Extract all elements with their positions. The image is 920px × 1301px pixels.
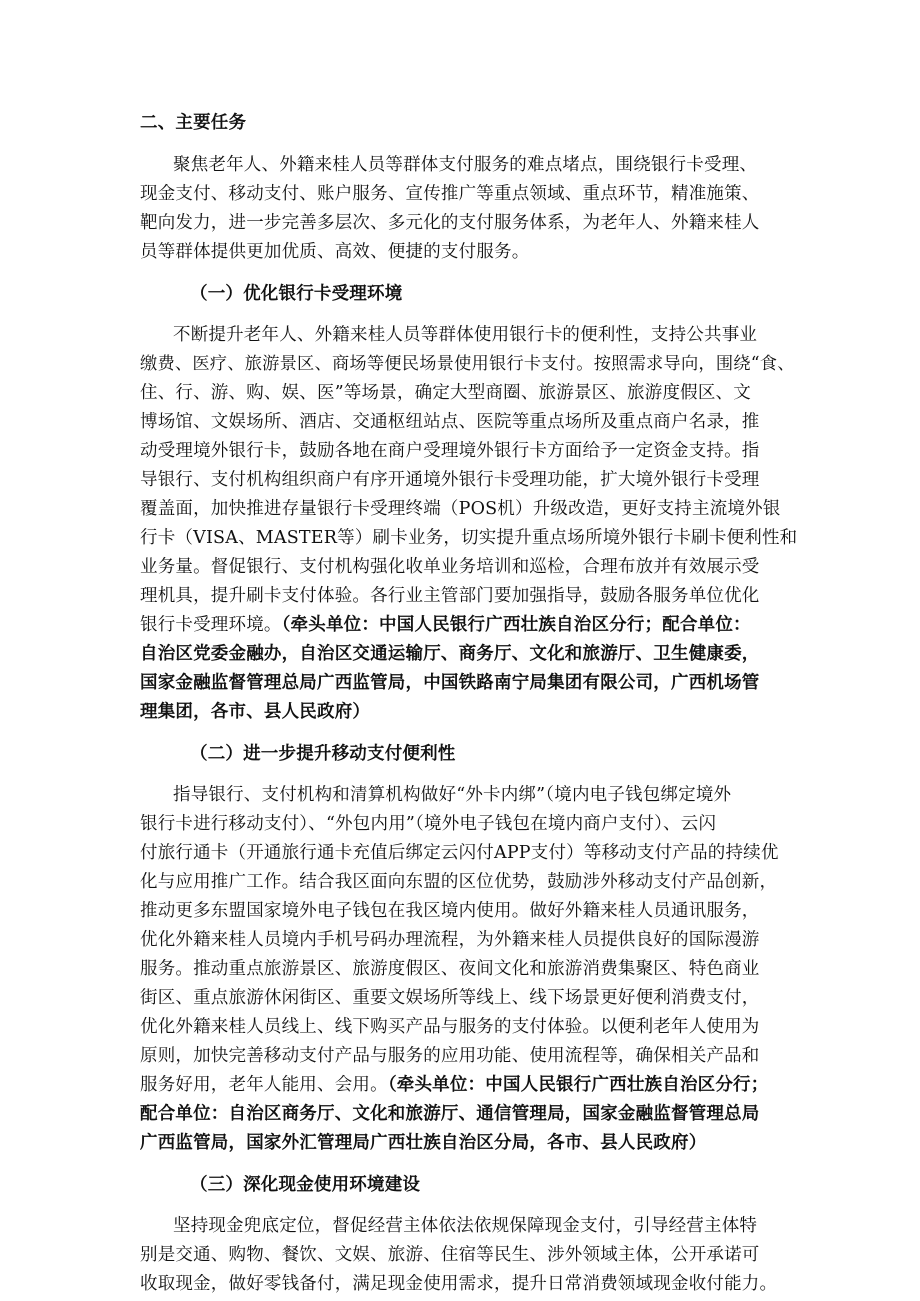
sub2-responsible-units: （牵头单位：中国人民银行广西壮族自治区分行； (387, 1075, 769, 1095)
sub1-responsible-units: （牵头单位：中国人民银行广西壮族自治区分行；配合单位： (281, 615, 751, 635)
sub3-line: 坚持现金兜底定位，督促经营主体依法依规保障现金支付，引导经营主体特 (173, 1216, 758, 1236)
sub1-line: 业务量。督促银行、支付机构强化收单业务培训和巡检，合理布放并有效展示受 (140, 557, 760, 577)
sub2-line: 服务。推动重点旅游景区、旅游度假区、夜间文化和旅游消费集聚区、特色商业 (140, 959, 760, 979)
sub2-line: 化与应用推广工作。结合我区面向东盟的区位优势，鼓励涉外移动支付产品创新， (140, 872, 778, 892)
sub2-line: 街区、重点旅游休闲街区、重要文娱场所等线上、线下场景更好便利消费支付， (140, 988, 760, 1008)
sub1-line: 不断提升老年人、外籍来桂人员等群体使用银行卡的便利性，支持公共事业 (173, 325, 758, 345)
sub1-line: 动受理境外银行卡，鼓励各地在商户受理境外银行卡方面给予一定资金支持。指 (140, 441, 760, 461)
subsection-heading-1: （一）优化银行卡受理环境 (190, 284, 403, 304)
sub2-responsible-units: 配合单位：自治区商务厅、文化和旅游厅、通信管理局，国家金融监督管理总局 (140, 1104, 760, 1124)
sub1-line: 导银行、支付机构组织商户有序开通境外银行卡受理功能，扩大境外银行卡受理 (140, 470, 760, 490)
intro-line: 员等群体提供更加优质、高效、便捷的支付服务。 (140, 242, 530, 262)
sub2-mixed-line (140, 1071, 800, 1099)
sub2-line: 指导银行、支付机构和清算机构做好“外卡内绑”（境内电子钱包绑定境外 (173, 785, 732, 805)
sub2-line: 银行卡进行移动支付）、“外包内用”（境外电子钱包在境内商户支付）、云闪 (140, 814, 717, 834)
sub3-line: 收取现金，做好零钱备付，满足现金使用需求，提升日常消费领域现金收付能力。 (140, 1274, 778, 1294)
sub2-responsible-units: 广西监管局，国家外汇管理局广西壮族自治区分局，各市、县人民政府） (140, 1133, 707, 1153)
section-heading: 二、主要任务 (140, 113, 247, 133)
sub1-responsible-units: 理集团，各市、县人民政府） (140, 702, 371, 722)
sub1-line: 覆盖面，加快推进存量银行卡受理终端（POS机）升级改造，更好支持主流境外银 (140, 499, 781, 519)
sub2-line: 付旅行通卡（开通旅行通卡充值后绑定云闪付APP支付）等移动支付产品的持续优 (140, 843, 779, 863)
sub2-line-text: 服务好用，老年人能用、会用。 (140, 1075, 388, 1095)
sub2-line: 优化外籍来桂人员线上、线下购买产品与服务的支付体验。以便利老年人使用为 (140, 1017, 760, 1037)
sub1-line: 住、行、游、购、娱、医”等场景，确定大型商圈、旅游景区、旅游度假区、文 (140, 383, 751, 403)
intro-line: 聚焦老年人、外籍来桂人员等群体支付服务的难点堵点，围绕银行卡受理、 (173, 155, 758, 175)
subsection-heading-2: （二）进一步提升移动支付便利性 (190, 744, 456, 764)
intro-line: 现金支付、移动支付、账户服务、宣传推广等重点领域、重点环节，精准施策、 (140, 184, 760, 204)
sub1-line: 缴费、医疗、旅游景区、商场等便民场景使用银行卡支付。按照需求导向，围绕“食、 (140, 354, 795, 374)
sub2-line: 优化外籍来桂人员境内手机号码办理流程，为外籍来桂人员提供良好的国际漫游 (140, 930, 760, 950)
sub1-mixed-line (140, 611, 800, 639)
sub2-line: 推动更多东盟国家境外电子钱包在我区境内使用。做好外籍来桂人员通讯服务， (140, 901, 760, 921)
sub1-line: 理机具，提升刷卡支付体验。各行业主管部门要加强指导，鼓励各服务单位优化 (140, 586, 760, 606)
intro-line: 靶向发力，进一步完善多层次、多元化的支付服务体系，为老年人、外籍来桂人 (140, 213, 760, 233)
sub2-line: 原则，加快完善移动支付产品与服务的应用功能、使用流程等，确保相关产品和 (140, 1046, 760, 1066)
sub1-responsible-units: 自治区党委金融办，自治区交通运输厅、商务厅、文化和旅游厅、卫生健康委， (140, 644, 760, 664)
sub1-responsible-units: 国家金融监督管理总局广西监管局，中国铁路南宁局集团有限公司，广西机场管 (140, 673, 760, 693)
sub1-line: 行卡（VISA、MASTER等）刷卡业务，切实提升重点场所境外银行卡刷卡便利性和 (140, 528, 798, 548)
sub1-line: 博场馆、文娱场所、酒店、交通枢纽站点、医院等重点场所及重点商户名录，推 (140, 412, 760, 432)
sub1-line-text: 银行卡受理环境。 (140, 615, 282, 635)
sub3-line: 别是交通、购物、餐饮、文娱、旅游、住宿等民生、涉外领域主体，公开承诺可 (140, 1245, 760, 1265)
subsection-heading-3: （三）深化现金使用环境建设 (190, 1175, 421, 1195)
